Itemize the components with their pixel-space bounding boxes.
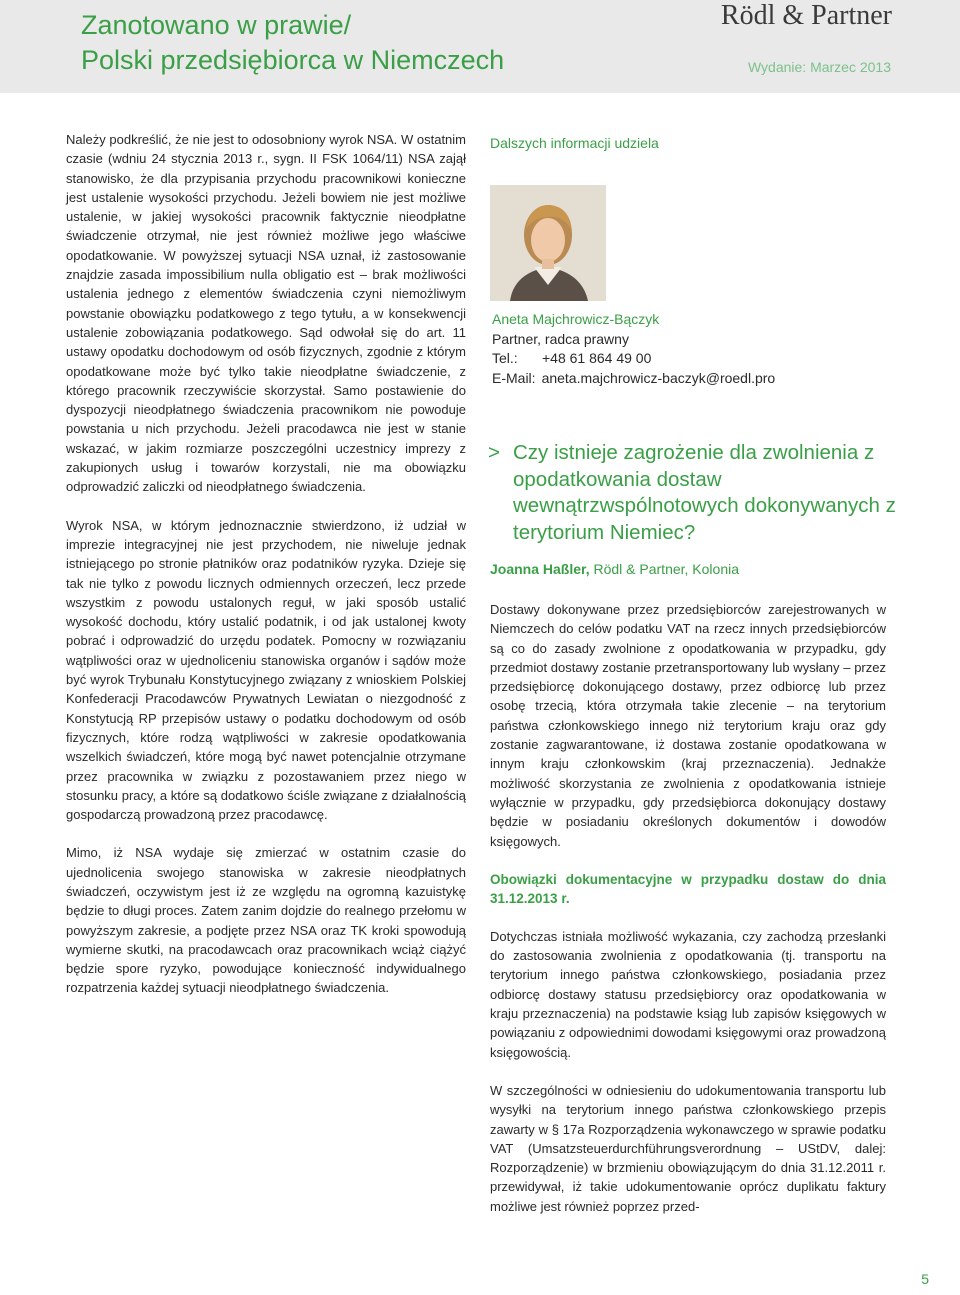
phone-value[interactable]: +48 61 864 49 00: [542, 350, 652, 366]
body-paragraph: Wyrok NSA, w którym jednoznacznie stwierdzono, iż udział w imprezie integracyjnej nie jest przychodem, nie niweluje jednak istniejącego po stronie płatników oraz podatników ryzyka. Dzieje się tak nie tylko z powodu licznych odmiennych orzeczeń, lecz przede wszystkim z powodu ustalonych reguł, w jaki sposób ustalić wysokość dochodu, który ustalić podatnik, i od jak ustalonej kwoty pobrać i odprowadzić do urzędu podatek. Pomocny w rozwiązaniu wątpliwości oraz w ujednoliceniu stanowiska organów i sądów może być wyrok Trybunału Konstytucyjnego związany z wnioskiem Polskiej Konfederacji Pracodawców Prywatnych Lewiatan o niezgodność z Konstytucją RP przepisów ustawy o podatku dochodowym od osób fizycznych, które rodzą wątpliwości w zakresie opodatkowania wszelkich świadczeń, które mogą być nawet potencjalnie otrzymane przez pracownika w związku z pozostawaniem przez niego w stosunku pracy, a które są dodatkowo ściśle związane z działalnością gospodarczą prowadzoną przez pracodawcę.: [66, 517, 466, 823]
email-label: E-Mail:: [492, 369, 536, 386]
contact-name: Aneta Majchrowicz-Bączyk: [492, 311, 660, 327]
contact-phone-row: [492, 349, 888, 369]
left-column: [66, 130, 466, 1017]
body-paragraph: Dostawy dokonywane przez przedsiębiorców zarejestrowanych w Niemczech do celów podatku VAT na rzecz innych przedsiębiorców są co do zasady zwolnione z opodatkowania w przypadku, gdy przedmiot dostawy zostanie przetransportowany lub wysłany – przez przedsiębiorcę dokonującego dostawy, przez odbiorcę lub przez osobę trzecią, która otrzymała takie zlecenie – na terytorium państwa członkowskiego innego niż terytorium kraju oraz gdy zostanie zagwarantowane, iż dostawa zostanie opodatkowana w innym kraju członkowskim (kraj przeznaczenia). Jednakże możliwość skorzystania ze zwolnienia z opodatkowania istnieje wyłącznie w przypadku, gdy przedsiębiorca dokonujący dostawy będzie w posiadaniu określonych dokumentów i dowodów księgowych.: [490, 602, 886, 849]
author-affiliation: Rödl & Partner, Kolonia: [589, 561, 740, 577]
phone-label: Tel.:: [492, 350, 518, 366]
edition-label: Wydanie: Marzec 2013: [747, 59, 891, 75]
contact-details: [492, 310, 888, 388]
info-heading: Dalszych informacji udziela: [490, 135, 659, 151]
page-number: 5: [921, 1271, 929, 1287]
arrow-icon: >: [488, 441, 500, 464]
article-title-text: Czy istnieje zagrożenie dla zwolnienia z opodatkowania dostaw wewnątrzwspólnotowych dokonywanych z terytorium Niemiec?: [513, 441, 896, 544]
contact-email-row: [492, 369, 888, 389]
brand-logo: Rödl & Partner: [720, 0, 892, 31]
newsletter-title: [81, 8, 641, 78]
newsletter-title-line2: Polski przedsiębiorca w Niemczech: [81, 45, 505, 75]
page-header: [0, 0, 960, 93]
article-author: [490, 561, 886, 577]
contact-role: Partner, radca prawny: [492, 330, 629, 347]
contact-photo: [490, 185, 606, 301]
body-paragraph: W szczególności w odniesieniu do udokumentowania transportu lub wysyłki na terytorium innego państwa członkowskiego przepis zawarty w § 17a Rozporządzenia wykonawczego w sprawie podatku VAT (Umsatzsteuerdurchführungsverordnung – UStDV, dalej: Rozporządzenie) w brzmieniu obowiązującym do dnia 31.12.2011 r. przewidywał, iż takie udokumentowanie oprócz duplikatu faktury możliwe jest również poprzez przed-: [490, 1082, 886, 1214]
body-paragraph: Dotychczas istniała możliwość wykazania, czy zachodzą przesłanki do zastosowania zwolnienia z opodatkowania (tj. transportu na terytorium innego państwa członkowskiego, posiadania przez odbiorcę dostawy statusu przedsiębiorcy oraz opodatkowania w kraju przeznaczenia) na podstawie ksiąg lub zapisów księgowych w powiązaniu z odpowiednimi dowodami księgowymi oraz prowadzoną księgowością.: [490, 928, 886, 1060]
article-body: [490, 600, 886, 1235]
section-subheading: Obowiązki dokumentacyjne w przypadku dostaw do dnia 31.12.2013 r.: [490, 871, 886, 906]
portrait-image: [490, 185, 606, 301]
body-paragraph: Należy podkreślić, że nie jest to odosobniony wyrok NSA. W ostatnim czasie (wdniu 24 stycznia 2013 r., sygn. II FSK 1064/11) NSA zajął stanowisko, że dla przypisania przychodu pracownikowi konieczne jest ustalenie wysokości przychodu. Jeżeli bowiem nie jest możliwe ustalenie, w jakiej wysokości pracownik faktycznie nieodpłatne świadczenie otrzymał, nie jest również możliwe jego właściwe opodatkowanie. W powyższej sytuacji NSA uznał, iż zastosowanie znajdzie zasada impossibilium nulla obligatio est – brak możliwości ustalenia jednego z elementów świadczenia czyni niemożliwym powstanie obowiązku podatkowego z tego tytułu, a w konsekwencji ustalenie zobowiązania podatkowego. Sąd odwołał się do art. 11 ustawy opodatku dochodowym od osób fizycznych, zgodnie z którym opodatkowane może być tylko takie nieodpłatne świadczenie, z którego pracownik rzeczywiście skorzystał. Samo postawienie do dyspozycji nieodpłatnego świadczenia pracownikom nie powoduje powstania u nich przychodu. Jeżeli pracodawca nie jest w stanie wskazać, w jakim rozmiarze poszczególni uczestnicy imprezy z zakupionych usług i towarów korzystali, nie ma obowiązku odprowadzić zaliczki od nieodpłatnego świadczenia.: [66, 132, 466, 495]
info-heading-block: [490, 134, 886, 153]
body-paragraph: Mimo, iż NSA wydaje się zmierzać w ostatnim czasie do ujednolicenia swojego stanowiska w zakresie nieodpłatnych świadczeń, oczywistym jest iż ze względu na ogromną kazuistykę będzie to długi proces. Zatem zanim dojdzie do realnego przełomu w powyższym zakresie, a podjęte przez NSA oraz TK kroki spowodują wymierne skutki, na pracodawcach oraz pracownikach wciąż ciążyć będzie spore ryzyko, powodujące konieczność indywidualnego rozpatrzenia każdej sytuacji nieodpłatnego świadczenia.: [66, 845, 466, 996]
author-name: Joanna Haßler,: [490, 561, 590, 577]
email-value[interactable]: aneta.majchrowicz-baczyk@roedl.pro: [541, 369, 776, 386]
article-title: [488, 440, 898, 546]
newsletter-title-line1: Zanotowano w prawie/: [81, 10, 352, 40]
